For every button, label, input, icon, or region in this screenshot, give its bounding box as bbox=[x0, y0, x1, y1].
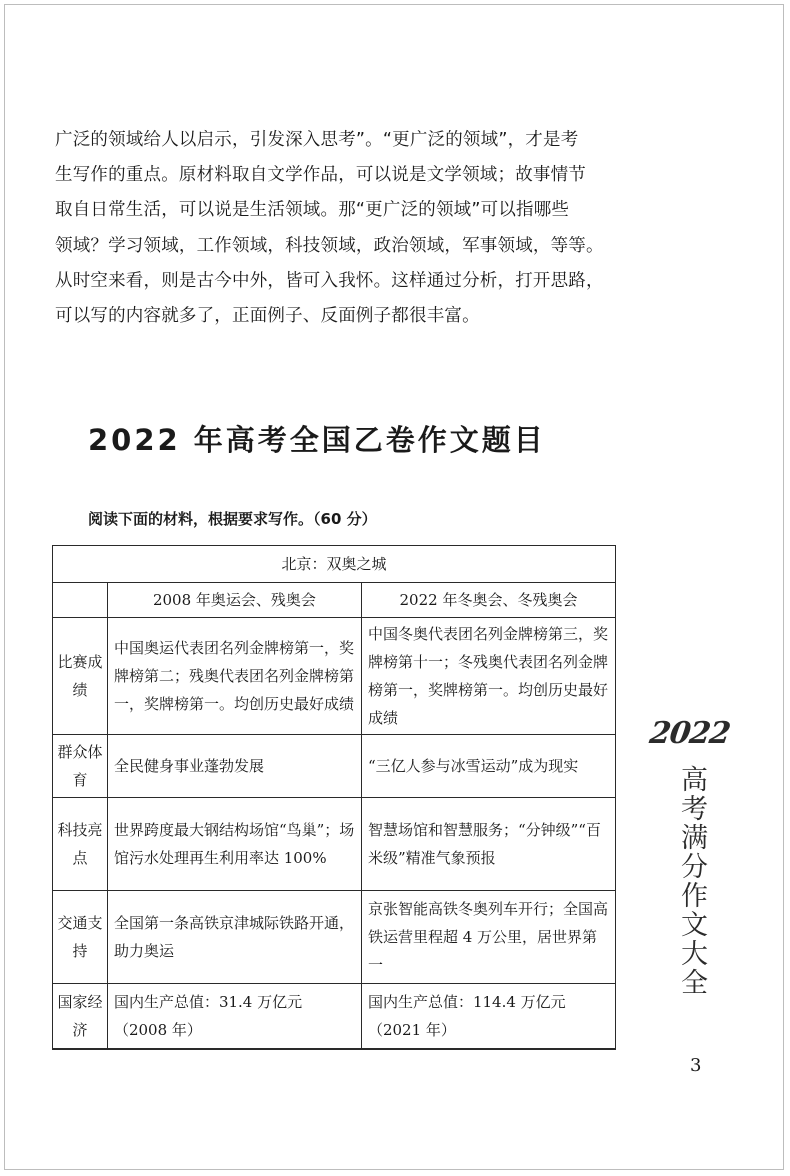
paragraph-line: 从时空来看，则是古今中外，皆可入我怀。这样通过分析，打开思路， bbox=[55, 270, 604, 291]
table-row bbox=[53, 618, 616, 735]
cell-2022: 国内生产总值：114.4 万亿元（2021 年） bbox=[361, 984, 615, 1050]
header-2022: 2022 年冬奥会、冬残奥会 bbox=[361, 583, 615, 618]
row-label: 交通支持 bbox=[53, 891, 108, 984]
side-title-text: 高考满分作文大全 bbox=[676, 765, 707, 997]
table-caption: 北京：双奥之城 bbox=[53, 546, 616, 583]
cell-2022: 中国冬奥代表团名列金牌榜第三，奖牌榜第十一；冬残奥代表团名列金牌榜第一，奖牌榜第一。均创历史最好成绩 bbox=[361, 618, 615, 735]
table-caption-row bbox=[53, 546, 616, 583]
book-side-title bbox=[647, 716, 732, 997]
cell-2008: 世界跨度最大钢结构场馆“鸟巢”；场馆污水处理再生利用率达 100% bbox=[107, 798, 361, 891]
paragraph-line: 取自日常生活，可以说是生活领域。那“更广泛的领域”可以指哪些 bbox=[55, 200, 570, 221]
cell-2022: 智慧场馆和智慧服务；“分钟级”“百米级”精准气象预报 bbox=[361, 798, 615, 891]
header-empty-cell bbox=[53, 583, 108, 618]
row-label: 群众体育 bbox=[53, 735, 108, 798]
row-label: 比赛成绩 bbox=[53, 618, 108, 735]
paragraph-line: 领域？学习领域，工作领域，科技领域，政治领域，军事领域，等等。 bbox=[55, 235, 604, 256]
cell-2022: 京张智能高铁冬奥列车开行；全国高铁运营里程超 4 万公里，居世界第一 bbox=[361, 891, 615, 984]
paragraph-line: 生写作的重点。原材料取自文学作品，可以说是文学领域；故事情节 bbox=[55, 165, 586, 186]
cell-2008: 全民健身事业蓬勃发展 bbox=[107, 735, 361, 798]
cell-2008: 全国第一条高铁京津城际铁路开通，助力奥运 bbox=[107, 891, 361, 984]
cell-2008: 国内生产总值：31.4 万亿元（2008 年） bbox=[107, 984, 361, 1050]
side-title-year: 2022 bbox=[647, 716, 732, 751]
table-header-row bbox=[53, 583, 616, 618]
instruction-text: 阅读下面的材料，根据要求写作。（60 分） bbox=[88, 510, 377, 528]
comparison-table bbox=[52, 545, 616, 1050]
cell-2008: 中国奥运代表团名列金牌榜第一，奖牌榜第二；残奥代表团名列金牌榜第一，奖牌榜第一。均创历史最好成绩 bbox=[107, 618, 361, 735]
paragraph-line: 广泛的领域给人以启示，引发深入思考”。“更广泛的领域”，才是考 bbox=[55, 130, 579, 150]
table-row bbox=[53, 735, 616, 798]
cell-2022: “三亿人参与冰雪运动”成为现实 bbox=[361, 735, 615, 798]
section-title: 2022 年高考全国乙卷作文题目 bbox=[88, 423, 546, 457]
table-row bbox=[53, 798, 616, 891]
body-paragraph bbox=[55, 123, 615, 334]
row-label: 科技亮点 bbox=[53, 798, 108, 891]
header-2008: 2008 年奥运会、残奥会 bbox=[107, 583, 361, 618]
table-row bbox=[53, 984, 616, 1050]
table-row bbox=[53, 891, 616, 984]
page-number: 3 bbox=[690, 1055, 702, 1076]
row-label: 国家经济 bbox=[53, 984, 108, 1050]
paragraph-line: 可以写的内容就多了，正面例子、反面例子都很丰富。 bbox=[55, 306, 480, 327]
